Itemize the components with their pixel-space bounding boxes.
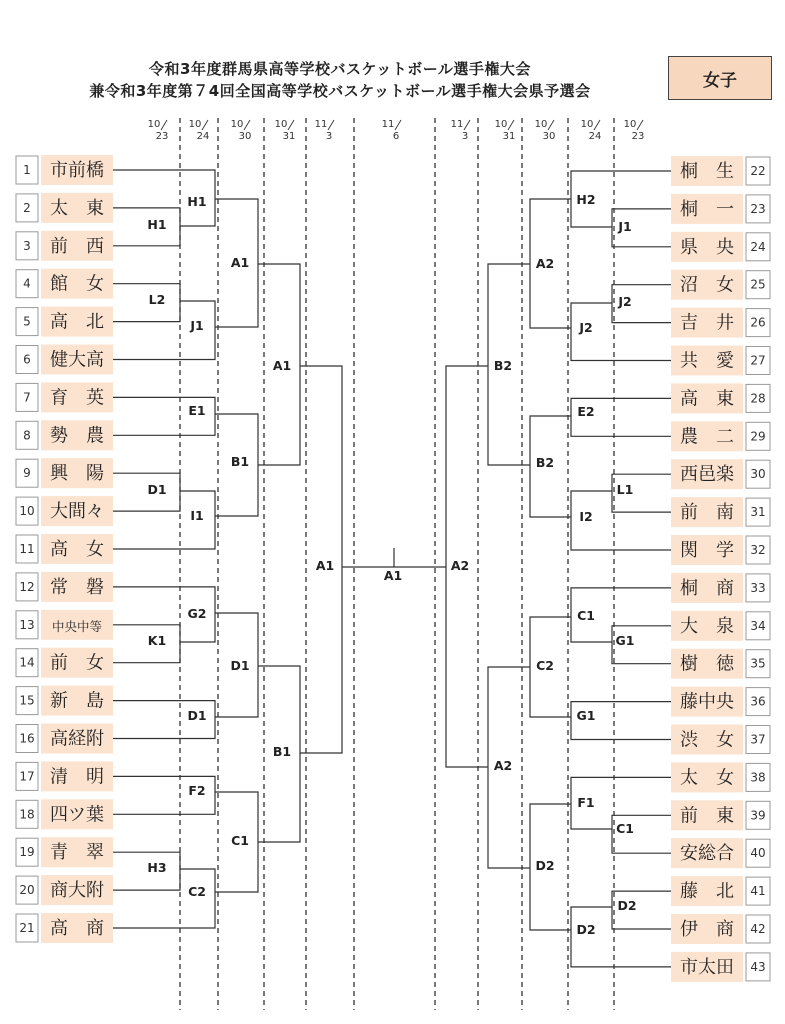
team-number: 21 — [19, 921, 35, 935]
team-number: 24 — [750, 239, 766, 254]
match-code: A1 — [383, 568, 403, 583]
team-number: 26 — [750, 315, 766, 330]
team-name: 県 央 — [680, 236, 734, 258]
match-code: E2 — [577, 404, 595, 419]
date-day: 6 — [392, 131, 400, 142]
team-number: 8 — [23, 428, 31, 443]
match-code: F2 — [188, 783, 206, 798]
team-number: 25 — [750, 277, 766, 292]
team-number: 35 — [750, 656, 766, 671]
match-code: D2 — [617, 898, 637, 913]
team-number: 15 — [19, 693, 35, 708]
date-slash — [244, 120, 250, 130]
team-name: 高 北 — [50, 311, 104, 333]
team-number: 42 — [750, 922, 766, 936]
match-code: A1 — [272, 358, 292, 373]
team-name: 農 二 — [680, 426, 734, 448]
date-month: 10 — [230, 119, 244, 130]
match-code: I1 — [190, 508, 204, 523]
match-code: J2 — [618, 294, 632, 309]
date-month: 10 — [623, 119, 637, 130]
team-name: 渋 女 — [680, 729, 734, 751]
date-day: 24 — [588, 131, 602, 142]
team-name: 樹 徳 — [680, 653, 734, 675]
match-code: C2 — [188, 884, 206, 899]
team-name: 青 翠 — [50, 842, 104, 864]
match-code: C1 — [231, 833, 249, 848]
team-number: 27 — [750, 353, 766, 368]
match-code: G2 — [187, 606, 207, 621]
team-number: 4 — [23, 276, 31, 291]
date-day: 23 — [155, 131, 169, 142]
match-code: G1 — [615, 633, 635, 648]
match-code: B1 — [230, 454, 250, 469]
date-slash — [508, 120, 514, 130]
division-badge: 女子 — [668, 56, 772, 100]
team-name: 市太田 — [680, 956, 734, 978]
match-code: A2 — [450, 558, 470, 573]
team-number: 7 — [23, 390, 31, 405]
date-day: 24 — [196, 131, 210, 142]
team-name: 桐 一 — [680, 198, 734, 220]
match-code: F1 — [577, 795, 595, 810]
team-name: 市前橋 — [50, 160, 104, 181]
match-code: H2 — [576, 192, 596, 207]
team-name: 高 商 — [50, 918, 104, 939]
team-number: 23 — [750, 201, 766, 216]
team-number: 34 — [750, 618, 766, 633]
team-name: 安総合 — [680, 843, 734, 865]
match-code: B2 — [493, 358, 513, 373]
date-month: 10 — [147, 119, 161, 130]
team-name: 大間々 — [50, 501, 104, 523]
team-name: 太 東 — [50, 197, 104, 219]
date-slash — [395, 120, 401, 130]
team-number: 22 — [750, 164, 766, 178]
tournament-title-line2: 兼令和3年度第７4回全国高等学校バスケットボール選手権大会県予選会 — [89, 82, 591, 100]
team-number: 28 — [750, 391, 766, 406]
match-code: A2 — [493, 758, 513, 773]
team-name: 商大附 — [50, 880, 104, 902]
team-number: 5 — [23, 314, 31, 329]
team-name: 沼 女 — [680, 274, 734, 296]
match-code: D2 — [535, 858, 555, 873]
date-month: 10 — [188, 119, 202, 130]
date-month: 10 — [534, 119, 548, 130]
team-name: 吉 井 — [680, 312, 734, 334]
match-code: C2 — [536, 658, 554, 673]
team-name: 四ツ葉 — [50, 804, 104, 826]
match-code: D2 — [576, 922, 596, 937]
match-code: C1 — [577, 608, 595, 623]
date-slash — [464, 120, 470, 130]
team-number: 30 — [750, 467, 766, 482]
date-day: 30 — [542, 131, 556, 142]
date-day: 23 — [631, 131, 645, 142]
date-month: 11 — [450, 119, 464, 130]
team-number: 32 — [750, 543, 766, 557]
team-number: 2 — [23, 200, 31, 215]
match-code: D1 — [230, 658, 250, 673]
team-number: 11 — [19, 542, 35, 556]
team-number: 6 — [23, 352, 31, 367]
bracket-line — [113, 625, 180, 663]
date-slash — [548, 120, 554, 130]
team-name: 前 南 — [680, 502, 734, 524]
team-name: 高 女 — [50, 539, 104, 560]
match-code: B1 — [272, 744, 292, 759]
team-name: 桐 生 — [680, 161, 734, 182]
team-name: 太 女 — [680, 767, 734, 789]
team-number: 31 — [750, 505, 766, 520]
match-code: K1 — [147, 633, 167, 648]
team-name: 勢 農 — [50, 425, 104, 447]
team-name: 新 島 — [50, 690, 104, 712]
date-day: 3 — [461, 131, 469, 142]
team-number: 13 — [19, 617, 35, 632]
team-name: 常 磐 — [50, 576, 104, 598]
team-name: 高経附 — [50, 728, 104, 750]
match-code: H1 — [147, 216, 167, 232]
match-code: H1 — [187, 194, 207, 209]
team-number: 10 — [19, 504, 35, 519]
team-number: 40 — [750, 846, 766, 861]
team-name: 関 学 — [680, 540, 734, 561]
team-number: 43 — [750, 959, 766, 974]
team-number: 20 — [19, 883, 35, 898]
date-slash — [637, 120, 643, 130]
match-code: A2 — [535, 256, 555, 271]
team-number: 41 — [750, 884, 766, 899]
date-slash — [594, 120, 600, 130]
team-name: 藤 北 — [680, 881, 734, 903]
team-number: 29 — [750, 429, 766, 444]
bracket-line — [113, 284, 180, 322]
date-slash — [288, 120, 294, 130]
match-code: G1 — [576, 708, 596, 723]
match-code: D1 — [147, 482, 167, 497]
team-name: 興 陽 — [50, 463, 104, 485]
date-slash — [161, 120, 167, 130]
match-code: L2 — [148, 292, 166, 307]
team-name: 大 泉 — [680, 615, 734, 637]
date-month: 11 — [381, 119, 395, 130]
team-number: 1 — [23, 163, 31, 177]
match-code: J1 — [618, 219, 632, 234]
date-slash — [202, 120, 208, 130]
team-name: 藤中央 — [680, 691, 734, 713]
team-name: 前 西 — [50, 235, 104, 257]
match-code: H3 — [147, 860, 167, 875]
match-code: J1 — [190, 318, 204, 333]
tournament-title-line1: 令和3年度群馬県高等学校バスケットボール選手権大会 — [149, 60, 531, 78]
team-name: 高 東 — [680, 388, 734, 410]
team-name: 西邑楽 — [680, 464, 734, 486]
match-code: L1 — [616, 482, 634, 497]
match-code: E1 — [188, 403, 206, 418]
team-name: 育 英 — [50, 387, 104, 409]
team-name: 健大高 — [50, 349, 104, 371]
team-number: 18 — [19, 807, 35, 822]
match-code: A1 — [230, 255, 250, 270]
match-code: J2 — [579, 320, 593, 335]
team-number: 36 — [750, 694, 766, 709]
match-code: D1 — [187, 708, 207, 723]
date-day: 31 — [502, 131, 516, 142]
team-number: 3 — [23, 238, 31, 253]
team-number: 37 — [750, 732, 766, 747]
team-number: 12 — [19, 579, 35, 594]
team-name: 共 愛 — [680, 350, 734, 372]
team-number: 19 — [19, 845, 35, 860]
team-number: 38 — [750, 770, 766, 785]
team-number: 33 — [750, 580, 766, 595]
match-code: B2 — [535, 455, 555, 470]
team-number: 14 — [19, 655, 35, 670]
date-day: 31 — [282, 131, 296, 142]
match-code: C1 — [616, 821, 634, 836]
team-name: 前 東 — [680, 805, 734, 827]
date-month: 10 — [494, 119, 508, 130]
date-day: 3 — [325, 131, 333, 142]
date-month: 10 — [580, 119, 594, 130]
team-number: 16 — [19, 731, 35, 746]
team-number: 9 — [23, 466, 31, 481]
date-slash — [328, 120, 334, 130]
team-number: 17 — [19, 769, 35, 784]
team-number: 39 — [750, 808, 766, 823]
team-name: 伊 商 — [680, 919, 734, 940]
match-code: I2 — [579, 509, 593, 524]
date-day: 30 — [238, 131, 252, 142]
team-name: 中央中等 — [51, 618, 103, 634]
team-name: 清 明 — [50, 766, 104, 788]
team-name: 館 女 — [50, 273, 104, 295]
match-code: A1 — [315, 558, 335, 573]
team-name: 前 女 — [50, 652, 104, 674]
team-name: 桐 商 — [680, 577, 734, 599]
date-month: 10 — [274, 119, 288, 130]
date-month: 11 — [314, 119, 328, 130]
